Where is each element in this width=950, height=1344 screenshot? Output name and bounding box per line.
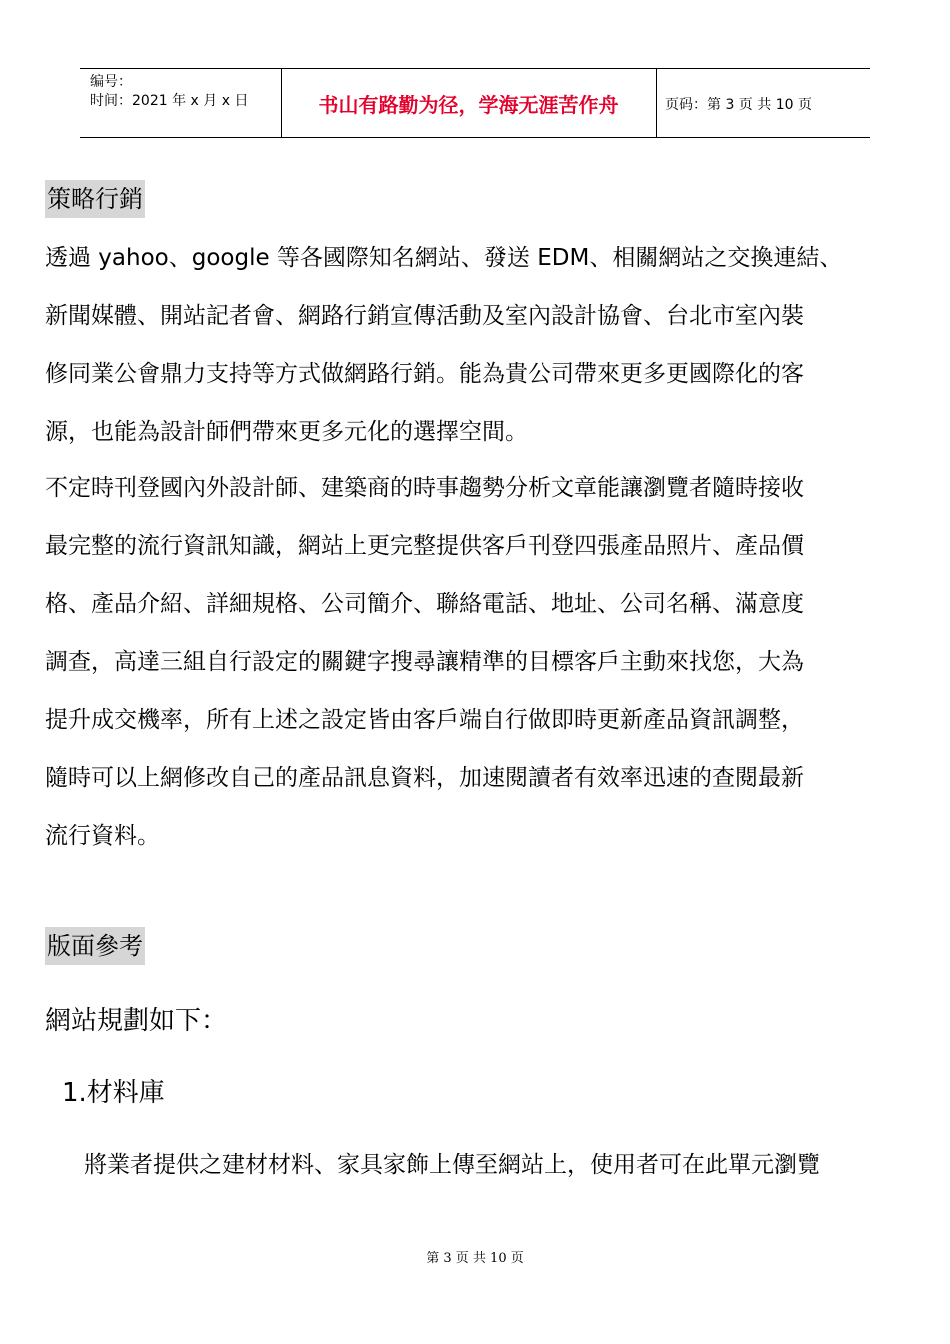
page-footer: 第 3 页 共 10 页	[426, 1251, 524, 1266]
paragraph-line: 修同業公會鼎力支持等方式做網路行銷。能為貴公司帶來更多更國際化的客	[45, 361, 804, 387]
date-label: 时间：2021 年 x 月 x 日	[90, 93, 249, 109]
list-item-text: 將業者提供之建材材料、家具家飾上傳至網站上，使用者可在此單元瀏覽	[84, 1152, 820, 1178]
document-header	[80, 68, 870, 138]
paragraph-line: 調查，高達三組自行設定的關鍵字搜尋讓精準的目標客戶主動來找您，大為	[45, 649, 804, 675]
paragraph-line: 新聞媒體、開站記者會、網路行銷宣傳活動及室內設計協會、台北市室內裝	[45, 303, 804, 329]
header-meta	[90, 73, 248, 111]
paragraph-line: 流行資料。	[45, 823, 160, 849]
section-heading-strategy: 策略行銷	[45, 180, 145, 218]
paragraph-line: 格、產品介紹、詳細規格、公司簡介、聯絡電話、地址、公司名稱、滿意度	[45, 591, 804, 617]
paragraph-line: 透過 yahoo、google 等各國際知名網站、發送 EDM、相關網站之交換連結、	[45, 245, 843, 271]
paragraph-content	[45, 459, 925, 865]
paragraph-strategy	[45, 229, 925, 461]
section-heading-layout: 版面參考	[45, 927, 145, 965]
number-label: 编号：	[90, 74, 132, 90]
paragraph-line: 隨時可以上網修改自己的產品訊息資料，加速閱讀者有效率迅速的查閱最新	[45, 765, 804, 791]
paragraph-line: 提升成交機率，所有上述之設定皆由客戶端自行做即時更新產品資訊調整，	[45, 707, 804, 733]
header-divider	[656, 69, 657, 137]
header-motto: 书山有路勤为径，学海无涯苦作舟	[318, 92, 619, 117]
paragraph-line: 源，也能為設計師們帶來更多元化的選擇空間。	[45, 419, 528, 445]
site-plan-intro: 網站規劃如下：	[45, 1006, 228, 1036]
paragraph-line: 最完整的流行資訊知識，網站上更完整提供客戶刊登四張產品照片、產品價	[45, 533, 804, 559]
header-page-label: 页码：第 3 页 共 10 页	[665, 97, 812, 113]
paragraph-line: 不定時刊登國內外設計師、建築商的時事趨勢分析文章能讓瀏覽者隨時接收	[45, 475, 804, 501]
list-item-title: 1.材料庫	[62, 1078, 165, 1108]
